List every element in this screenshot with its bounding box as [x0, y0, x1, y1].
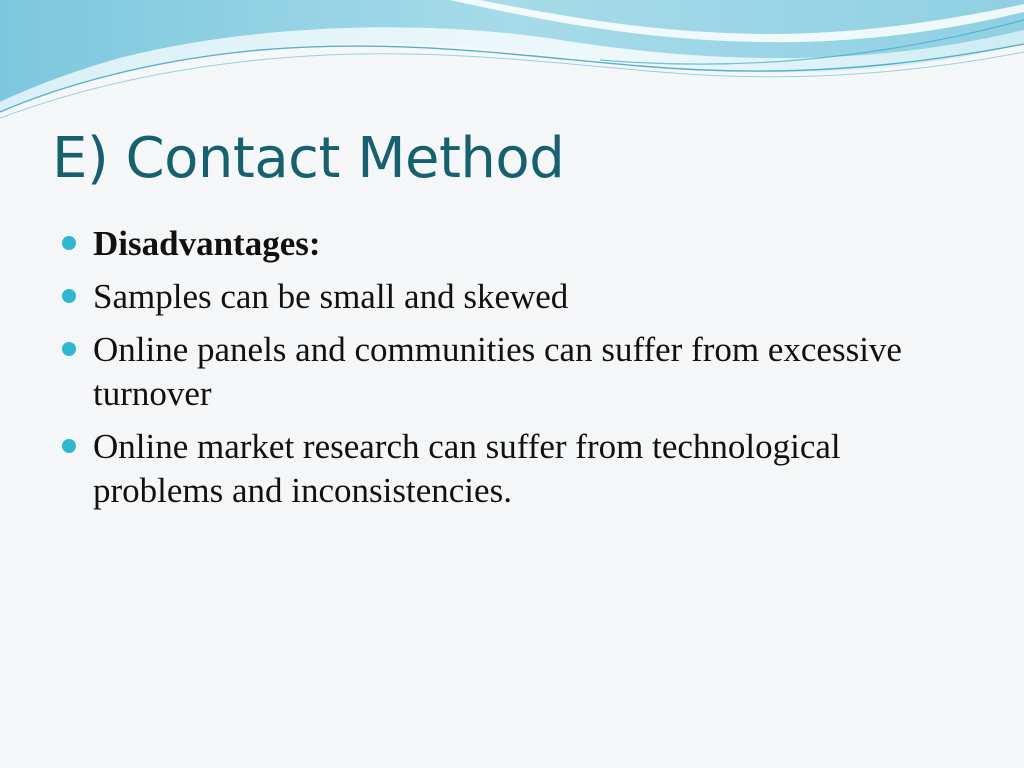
- bullet-text: Online market research can suffer from technological problems and inconsistencies.: [93, 427, 841, 510]
- bullet-text: Online panels and communities can suffer from excessive turnover: [93, 330, 902, 413]
- bullet-dot-icon: [62, 236, 76, 250]
- bullet-text: Samples can be small and skewed: [93, 277, 569, 316]
- header-wave-decoration: [0, 0, 1024, 130]
- bullet-item-samples: [62, 275, 962, 319]
- bullet-item-online-research: [62, 425, 962, 513]
- bullet-text: Disadvantages:: [93, 224, 321, 263]
- bullet-dot-icon: [62, 439, 76, 453]
- bullet-dot-icon: [62, 289, 76, 303]
- bullet-item-online-panels: [62, 328, 962, 416]
- bullet-dot-icon: [62, 342, 76, 356]
- bullet-item-disadvantages: [62, 222, 962, 266]
- bullet-list: [62, 222, 962, 522]
- slide-title: E) Contact Method: [52, 126, 565, 191]
